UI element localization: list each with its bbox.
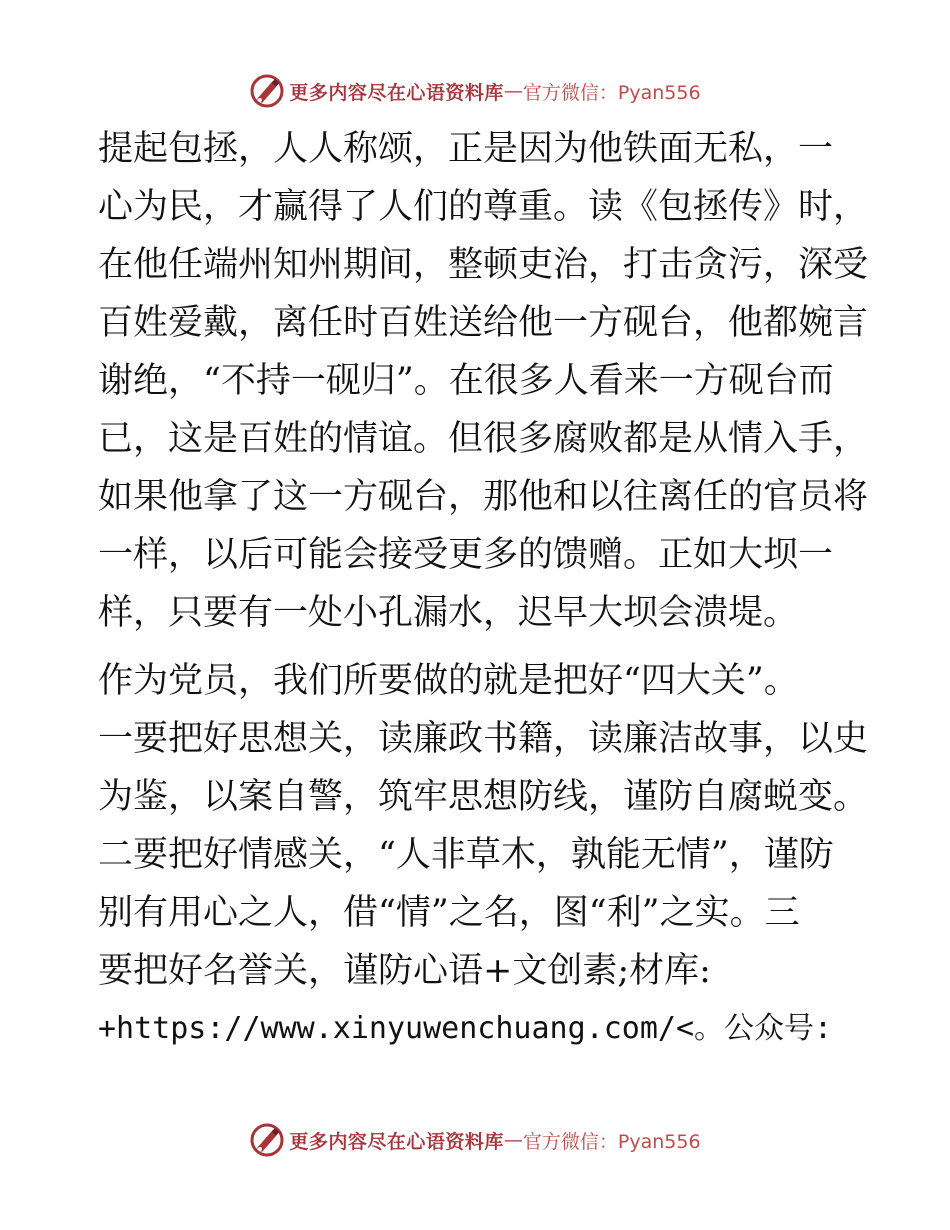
document-body (98, 120, 869, 1058)
watermark-wechat: 官方微信：Pyan556 (522, 81, 701, 104)
text-line: 样，只要有一处小孔漏水，迟早大坝会溃堤。 (98, 593, 799, 633)
text-line: 要把好名誉关，谨防心语+文创素;材库: (98, 951, 711, 991)
pen-logo-icon (249, 73, 285, 109)
watermark-separator: — (503, 80, 523, 102)
watermark-wechat: 官方微信：Pyan556 (522, 1130, 701, 1153)
text-line: 一要把好思想关，读廉政书籍，读廉洁故事，以史 (98, 719, 869, 759)
text-line: 心为民，才赢得了人们的尊重。读《包拯传》时， (98, 187, 869, 227)
text-line: 别有用心之人，借“情”之名，图“利”之实。三 (98, 893, 800, 933)
paragraph-gap (98, 642, 858, 652)
footer-watermark (0, 1120, 950, 1160)
text-line: 如果他拿了这一方砚台，那他和以往离任的官员将 (98, 477, 869, 517)
text-line: 提起包拯，人人称颂，正是因为他铁面无私，一 (98, 129, 834, 169)
watermark-text: 更多内容尽在心语资料库 (289, 81, 504, 104)
header-watermark (0, 71, 950, 111)
text-line: 谢绝，“不持一砚归”。在很多人看来一方砚台而 (98, 361, 834, 401)
text-line: 二要把好情感关，“人非草木，孰能无情”，谨防 (98, 835, 834, 875)
watermark-separator: — (503, 1129, 523, 1151)
paragraph-1 (98, 120, 869, 642)
pen-logo-icon (249, 1122, 285, 1158)
text-line: 已，这是百姓的情谊。但很多腐败都是从情入手， (98, 419, 869, 459)
paragraph-2 (98, 652, 869, 1058)
text-line: 在他任端州知州期间，整顿吏治，打击贪污，深受 (98, 245, 869, 285)
text-line: 百姓爱戴，离任时百姓送给他一方砚台，他都婉言 (98, 303, 869, 343)
watermark-text: 更多内容尽在心语资料库 (289, 1130, 504, 1153)
text-line: 作为党员，我们所要做的就是把好“四大关”。 (98, 661, 799, 701)
text-line: 一样，以后可能会接受更多的馈赠。正如大坝一 (98, 535, 834, 575)
text-line-url: +https://www.xinyuwenchuang.com/<。公众号: (98, 1011, 833, 1046)
text-line: 为鉴，以案自警，筑牢思想防线，谨防自腐蜕变。 (98, 777, 869, 817)
